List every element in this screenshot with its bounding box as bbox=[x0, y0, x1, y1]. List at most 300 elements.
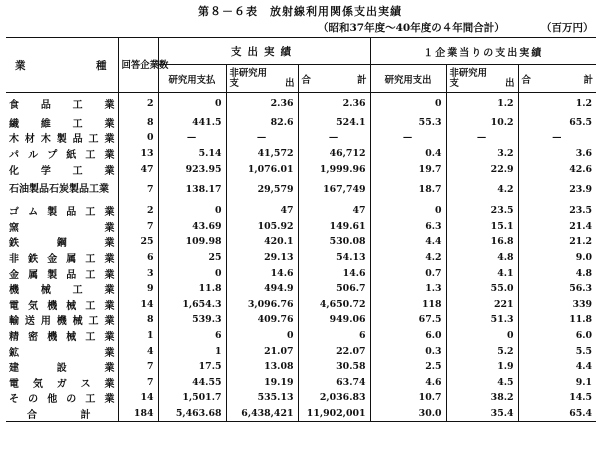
row-category-char: 工 bbox=[85, 300, 96, 312]
header-category-left: 業 bbox=[15, 59, 28, 72]
row-category bbox=[6, 328, 118, 344]
row-category-char: 工 bbox=[85, 149, 96, 161]
row-category bbox=[6, 406, 118, 422]
row-category bbox=[6, 203, 118, 219]
cell-total: 167,749 bbox=[298, 177, 370, 203]
row-category-label bbox=[9, 234, 115, 249]
cell-per-total: 3.6 bbox=[518, 146, 596, 162]
row-category bbox=[6, 374, 118, 390]
cell-non-research: 535.13 bbox=[226, 390, 298, 406]
cell-per-non-research: 10.2 bbox=[446, 115, 518, 131]
cell-non-research: 1,076.01 bbox=[226, 161, 298, 177]
cell-per-total: 21.2 bbox=[518, 234, 596, 250]
cell-per-total: 339 bbox=[518, 296, 596, 312]
cell-count: 7 bbox=[118, 177, 158, 203]
row-category-label bbox=[9, 297, 115, 312]
cell-per-research: 18.7 bbox=[370, 177, 446, 203]
expenditure-table bbox=[6, 37, 596, 422]
cell-non-research: 2.36 bbox=[226, 93, 298, 115]
cell-total: 6 bbox=[298, 328, 370, 344]
cell-per-non-research: — bbox=[446, 130, 518, 146]
row-category-char: 工 bbox=[85, 269, 96, 281]
row-category bbox=[6, 130, 118, 146]
cell-non-research: 29.13 bbox=[226, 250, 298, 266]
table-row bbox=[6, 177, 596, 203]
cell-non-research: 14.6 bbox=[226, 265, 298, 281]
cell-per-non-research: 15.1 bbox=[446, 218, 518, 234]
cell-per-non-research: 38.2 bbox=[446, 390, 518, 406]
cell-total: 506.7 bbox=[298, 281, 370, 297]
table-row bbox=[6, 390, 596, 406]
row-category bbox=[6, 234, 118, 250]
cell-non-research: 29,579 bbox=[226, 177, 298, 203]
row-category bbox=[6, 93, 118, 115]
cell-research-payment: 539.3 bbox=[158, 312, 226, 328]
cell-research-payment: 1,654.3 bbox=[158, 296, 226, 312]
table-body bbox=[6, 93, 596, 422]
cell-count: 7 bbox=[118, 359, 158, 375]
cell-research-payment: 923.95 bbox=[158, 161, 226, 177]
row-category-label bbox=[9, 96, 115, 111]
row-category-char: 品 bbox=[66, 269, 77, 281]
cell-count: 3 bbox=[118, 265, 158, 281]
cell-per-research: 55.3 bbox=[370, 115, 446, 131]
table-row bbox=[6, 130, 596, 146]
row-category-char: 建 bbox=[9, 363, 19, 375]
header-category bbox=[6, 38, 118, 93]
cell-count: 2 bbox=[118, 203, 158, 219]
cell-total: 1,999.96 bbox=[298, 161, 370, 177]
row-category-char: ガ bbox=[56, 378, 67, 390]
row-category-char: 機 bbox=[47, 331, 58, 343]
header-non-research-2-r: 出 bbox=[505, 77, 515, 89]
row-category-char: 用 bbox=[40, 316, 51, 328]
cell-per-research: 0.3 bbox=[370, 343, 446, 359]
row-category-char: 製 bbox=[47, 207, 58, 219]
row-category bbox=[6, 359, 118, 375]
row-category-label bbox=[9, 162, 115, 177]
cell-per-research: 2.5 bbox=[370, 359, 446, 375]
row-category-char: 金 bbox=[9, 269, 19, 281]
cell-count: 2 bbox=[118, 93, 158, 115]
cell-per-research: 118 bbox=[370, 296, 446, 312]
cell-per-research: — bbox=[370, 130, 446, 146]
cell-per-total: 4.8 bbox=[518, 265, 596, 281]
row-category-label bbox=[9, 344, 115, 359]
row-category-char: 属 bbox=[66, 253, 77, 265]
cell-per-non-research: 3.2 bbox=[446, 146, 518, 162]
cell-non-research: 0 bbox=[226, 328, 298, 344]
row-category-char: 工 bbox=[85, 253, 96, 265]
cell-per-non-research: 4.8 bbox=[446, 250, 518, 266]
row-category-char: 工 bbox=[72, 285, 83, 297]
table-row bbox=[6, 250, 596, 266]
table-row bbox=[6, 234, 596, 250]
row-category-char: 機 bbox=[9, 285, 19, 297]
row-category-char: 製 bbox=[56, 134, 67, 146]
cell-count: 13 bbox=[118, 146, 158, 162]
cell-count: 9 bbox=[118, 281, 158, 297]
row-category-char: 業 bbox=[104, 165, 115, 177]
header-non-research-2 bbox=[446, 65, 518, 93]
row-category-char: 学 bbox=[40, 165, 51, 177]
row-category bbox=[6, 312, 118, 328]
header-non-research-2-top: 非研究用 bbox=[449, 67, 488, 79]
cell-per-total: 21.4 bbox=[518, 218, 596, 234]
row-category bbox=[6, 161, 118, 177]
cell-research-payment: 17.5 bbox=[158, 359, 226, 375]
cell-total: 949.06 bbox=[298, 312, 370, 328]
row-category-char: 業 bbox=[104, 347, 115, 359]
cell-per-total: 5.5 bbox=[518, 343, 596, 359]
row-category-char: 属 bbox=[28, 269, 39, 281]
cell-research-payment: 43.69 bbox=[158, 218, 226, 234]
cell-total: 14.6 bbox=[298, 265, 370, 281]
cell-count: 1 bbox=[118, 328, 158, 344]
row-category-char: 品 bbox=[66, 207, 77, 219]
cell-total: 54.13 bbox=[298, 250, 370, 266]
cell-per-non-research: 51.3 bbox=[446, 312, 518, 328]
row-category-char: 工 bbox=[72, 100, 83, 112]
row-category-label bbox=[9, 359, 115, 374]
cell-total: 46,712 bbox=[298, 146, 370, 162]
row-category-label bbox=[9, 203, 115, 218]
cell-research-payment: — bbox=[158, 130, 226, 146]
cell-per-research: 4.2 bbox=[370, 250, 446, 266]
row-category-char: 業 bbox=[104, 149, 115, 161]
cell-count: 184 bbox=[118, 406, 158, 422]
row-category-label bbox=[9, 146, 115, 161]
cell-per-total: 9.1 bbox=[518, 374, 596, 390]
row-category-char: 業 bbox=[104, 222, 115, 234]
row-category-char: 業 bbox=[104, 207, 115, 219]
cell-non-research: 494.9 bbox=[226, 281, 298, 297]
table-subtitle: （昭和37年度～40年度の４年間合計） bbox=[318, 22, 505, 34]
cell-per-research: 1.3 bbox=[370, 281, 446, 297]
cell-research-payment: 0 bbox=[158, 93, 226, 115]
row-category-label bbox=[9, 281, 115, 296]
row-category bbox=[6, 177, 118, 203]
cell-per-research: 6.0 bbox=[370, 328, 446, 344]
header-non-research-top: 非研究用 bbox=[229, 67, 268, 79]
row-category bbox=[6, 146, 118, 162]
header-research-expense: 研究用支出 bbox=[370, 65, 446, 93]
cell-research-payment: 6 bbox=[158, 328, 226, 344]
header-research-payment: 研究用支払 bbox=[158, 65, 226, 93]
table-header bbox=[6, 38, 596, 93]
cell-non-research: 19.19 bbox=[226, 374, 298, 390]
cell-per-research: 0 bbox=[370, 93, 446, 115]
row-category-char: 非 bbox=[9, 253, 19, 265]
row-category-char: プ bbox=[47, 149, 58, 161]
row-category-char: 品 bbox=[40, 100, 51, 112]
cell-per-non-research: 221 bbox=[446, 296, 518, 312]
table-row bbox=[6, 343, 596, 359]
cell-total: 22.07 bbox=[298, 343, 370, 359]
cell-per-research: 0.7 bbox=[370, 265, 446, 281]
table-row bbox=[6, 203, 596, 219]
cell-non-research: 21.07 bbox=[226, 343, 298, 359]
table-row bbox=[6, 312, 596, 328]
cell-total: 63.74 bbox=[298, 374, 370, 390]
cell-per-total: 11.8 bbox=[518, 312, 596, 328]
cell-per-total: 23.9 bbox=[518, 177, 596, 203]
cell-count: 0 bbox=[118, 130, 158, 146]
table-row bbox=[6, 93, 596, 115]
table-row bbox=[6, 406, 596, 422]
header-total bbox=[298, 65, 370, 93]
cell-per-non-research: 1.9 bbox=[446, 359, 518, 375]
header-total-2 bbox=[518, 65, 596, 93]
row-category bbox=[6, 218, 118, 234]
cell-research-payment: 44.55 bbox=[158, 374, 226, 390]
cell-count: 7 bbox=[118, 218, 158, 234]
row-category-char: 鋼 bbox=[56, 238, 67, 250]
cell-per-total: 9.0 bbox=[518, 250, 596, 266]
row-category-char: 送 bbox=[24, 316, 35, 328]
cell-per-non-research: 16.8 bbox=[446, 234, 518, 250]
cell-count: 8 bbox=[118, 312, 158, 328]
cell-per-non-research: 35.4 bbox=[446, 406, 518, 422]
cell-non-research: 6,438,421 bbox=[226, 406, 298, 422]
cell-total: — bbox=[298, 130, 370, 146]
row-category-char: 気 bbox=[32, 378, 43, 390]
row-category-label bbox=[9, 390, 115, 405]
cell-total: 47 bbox=[298, 203, 370, 219]
row-category-char: 食 bbox=[9, 100, 19, 112]
row-category-label bbox=[9, 312, 115, 327]
header-count: 回答企業数 bbox=[118, 38, 158, 93]
cell-total: 4,650.72 bbox=[298, 296, 370, 312]
cell-per-non-research: 4.1 bbox=[446, 265, 518, 281]
cell-non-research: 409.76 bbox=[226, 312, 298, 328]
cell-non-research: — bbox=[226, 130, 298, 146]
row-category bbox=[6, 390, 118, 406]
row-category-label bbox=[9, 115, 115, 130]
table-row bbox=[6, 218, 596, 234]
cell-per-research: 4.4 bbox=[370, 234, 446, 250]
cell-non-research: 420.1 bbox=[226, 234, 298, 250]
cell-total: 2.36 bbox=[298, 93, 370, 115]
row-category bbox=[6, 281, 118, 297]
row-category-char: 輸 bbox=[9, 316, 19, 328]
row-category-label-a: 合 bbox=[27, 409, 37, 421]
row-category-char: 他 bbox=[47, 394, 58, 406]
cell-per-non-research: 0 bbox=[446, 328, 518, 344]
row-category-char: 化 bbox=[9, 165, 19, 177]
row-category bbox=[6, 265, 118, 281]
cell-per-total: 1.2 bbox=[518, 93, 596, 115]
row-category-char: そ bbox=[9, 394, 19, 406]
cell-total: 30.58 bbox=[298, 359, 370, 375]
row-category-char: ル bbox=[28, 149, 39, 161]
cell-non-research: 41,572 bbox=[226, 146, 298, 162]
row-category-char: 業 bbox=[104, 269, 115, 281]
cell-non-research: 13.08 bbox=[226, 359, 298, 375]
table-row bbox=[6, 146, 596, 162]
row-category-char: 密 bbox=[28, 331, 39, 343]
row-category bbox=[6, 296, 118, 312]
row-category-char: 業 bbox=[104, 100, 115, 112]
row-category-char: 機 bbox=[56, 316, 67, 328]
cell-per-research: 19.7 bbox=[370, 161, 446, 177]
row-category-char: 工 bbox=[72, 118, 83, 130]
row-category-label: 石油製品石炭製品工業 bbox=[9, 184, 109, 196]
row-category-char: 械 bbox=[40, 285, 51, 297]
cell-research-payment: 25 bbox=[158, 250, 226, 266]
row-category-char: の bbox=[28, 394, 39, 406]
row-category-char: 業 bbox=[104, 363, 115, 375]
cell-count: 4 bbox=[118, 343, 158, 359]
unit-label: （百万円） bbox=[541, 22, 594, 34]
header-non-research-r: 出 bbox=[285, 77, 295, 89]
cell-count: 14 bbox=[118, 390, 158, 406]
cell-per-research: 30.0 bbox=[370, 406, 446, 422]
cell-count: 6 bbox=[118, 250, 158, 266]
row-category-char: 設 bbox=[56, 363, 67, 375]
row-category-char: の bbox=[66, 394, 77, 406]
row-category-char: 窯 bbox=[9, 222, 19, 234]
header-total-l: 合 bbox=[301, 74, 311, 86]
header-non-research-2-l: 支 bbox=[449, 77, 459, 89]
table-row bbox=[6, 374, 596, 390]
cell-per-research: 6.3 bbox=[370, 218, 446, 234]
row-category-label bbox=[9, 266, 115, 281]
cell-per-total: 65.5 bbox=[518, 115, 596, 131]
row-category-char: 業 bbox=[104, 118, 115, 130]
row-category-char: 工 bbox=[85, 331, 96, 343]
cell-non-research: 47 bbox=[226, 203, 298, 219]
cell-per-research: 67.5 bbox=[370, 312, 446, 328]
table-title: 第８－６表 放射線利用関係支出実績 bbox=[198, 5, 402, 18]
row-category-char: 械 bbox=[66, 331, 77, 343]
row-category-char: 業 bbox=[104, 316, 115, 328]
row-category-char: 工 bbox=[88, 134, 99, 146]
cell-research-payment: 0 bbox=[158, 203, 226, 219]
header-total-2-l: 合 bbox=[521, 74, 531, 86]
cell-per-non-research: 22.9 bbox=[446, 161, 518, 177]
cell-count: 7 bbox=[118, 374, 158, 390]
row-category-char: 械 bbox=[72, 316, 83, 328]
cell-total: 149.61 bbox=[298, 218, 370, 234]
cell-research-payment: 138.17 bbox=[158, 177, 226, 203]
row-category-label bbox=[9, 328, 115, 343]
cell-per-non-research: 1.2 bbox=[446, 93, 518, 115]
header-non-research bbox=[226, 65, 298, 93]
cell-per-total: 42.6 bbox=[518, 161, 596, 177]
row-category-char: 製 bbox=[47, 269, 58, 281]
row-category-char: 械 bbox=[66, 300, 77, 312]
cell-per-non-research: 5.2 bbox=[446, 343, 518, 359]
row-category-label-b: 計 bbox=[80, 409, 91, 421]
cell-per-research: 10.7 bbox=[370, 390, 446, 406]
cell-research-payment: 11.8 bbox=[158, 281, 226, 297]
row-category-label bbox=[9, 375, 115, 390]
cell-per-total: 6.0 bbox=[518, 328, 596, 344]
row-category-char: 精 bbox=[9, 331, 19, 343]
cell-non-research: 3,096.76 bbox=[226, 296, 298, 312]
row-category-char: ム bbox=[28, 207, 39, 219]
cell-count: 14 bbox=[118, 296, 158, 312]
cell-research-payment: 109.98 bbox=[158, 234, 226, 250]
cell-research-payment: 1 bbox=[158, 343, 226, 359]
row-category-char: 工 bbox=[85, 394, 96, 406]
row-category-char: ス bbox=[80, 378, 91, 390]
cell-research-payment: 1,501.7 bbox=[158, 390, 226, 406]
row-category-char: 材 bbox=[24, 134, 35, 146]
cell-per-research: 0.4 bbox=[370, 146, 446, 162]
cell-per-research: 0 bbox=[370, 203, 446, 219]
header-non-research-l: 支 bbox=[229, 77, 239, 89]
cell-per-research: 4.6 bbox=[370, 374, 446, 390]
cell-count: 47 bbox=[118, 161, 158, 177]
table-row bbox=[6, 115, 596, 131]
row-category-char: 鉄 bbox=[28, 253, 39, 265]
header-total-r: 計 bbox=[357, 74, 367, 86]
table-row bbox=[6, 359, 596, 375]
row-category-char: 業 bbox=[104, 331, 115, 343]
row-category-char: 業 bbox=[104, 253, 115, 265]
row-category-char: 業 bbox=[104, 394, 115, 406]
row-category bbox=[6, 250, 118, 266]
cell-per-total: 65.4 bbox=[518, 406, 596, 422]
table-row bbox=[6, 265, 596, 281]
table-row bbox=[6, 281, 596, 297]
cell-research-payment: 5,463.68 bbox=[158, 406, 226, 422]
row-category-label bbox=[9, 250, 115, 265]
row-category-char: 鉱 bbox=[9, 347, 19, 359]
cell-total: 11,902,001 bbox=[298, 406, 370, 422]
row-category-char: 業 bbox=[104, 134, 115, 146]
header-total-2-r: 計 bbox=[583, 74, 594, 86]
row-category bbox=[6, 115, 118, 131]
row-category-char: 業 bbox=[104, 300, 115, 312]
cell-per-total: 4.4 bbox=[518, 359, 596, 375]
cell-total: 2,036.83 bbox=[298, 390, 370, 406]
cell-count: 8 bbox=[118, 115, 158, 131]
cell-non-research: 105.92 bbox=[226, 218, 298, 234]
cell-total: 524.1 bbox=[298, 115, 370, 131]
cell-research-payment: 0 bbox=[158, 265, 226, 281]
header-category-right: 種 bbox=[96, 59, 109, 72]
row-category-char: 鉄 bbox=[9, 238, 19, 250]
cell-count: 25 bbox=[118, 234, 158, 250]
cell-research-payment: 5.14 bbox=[158, 146, 226, 162]
row-category-char: 電 bbox=[9, 300, 19, 312]
row-category-char: 業 bbox=[104, 238, 115, 250]
row-category-char: 工 bbox=[72, 165, 83, 177]
row-category bbox=[6, 343, 118, 359]
cell-per-non-research: 23.5 bbox=[446, 203, 518, 219]
cell-per-non-research: 55.0 bbox=[446, 281, 518, 297]
header-group-per-company: １企業当りの支出実績 bbox=[370, 38, 596, 65]
cell-per-total: — bbox=[518, 130, 596, 146]
table-row bbox=[6, 161, 596, 177]
row-category-label bbox=[9, 130, 115, 145]
row-category-label bbox=[9, 219, 115, 234]
row-category-char: 木 bbox=[40, 134, 51, 146]
cell-research-payment: 441.5 bbox=[158, 115, 226, 131]
row-category-char: パ bbox=[9, 149, 19, 161]
cell-per-non-research: 4.5 bbox=[446, 374, 518, 390]
row-category-char: 業 bbox=[104, 285, 115, 297]
row-category-char: 機 bbox=[47, 300, 58, 312]
row-category-char: 紙 bbox=[66, 149, 77, 161]
row-category-char: 維 bbox=[40, 118, 51, 130]
cell-per-total: 56.3 bbox=[518, 281, 596, 297]
cell-non-research: 82.6 bbox=[226, 115, 298, 131]
cell-per-total: 23.5 bbox=[518, 203, 596, 219]
